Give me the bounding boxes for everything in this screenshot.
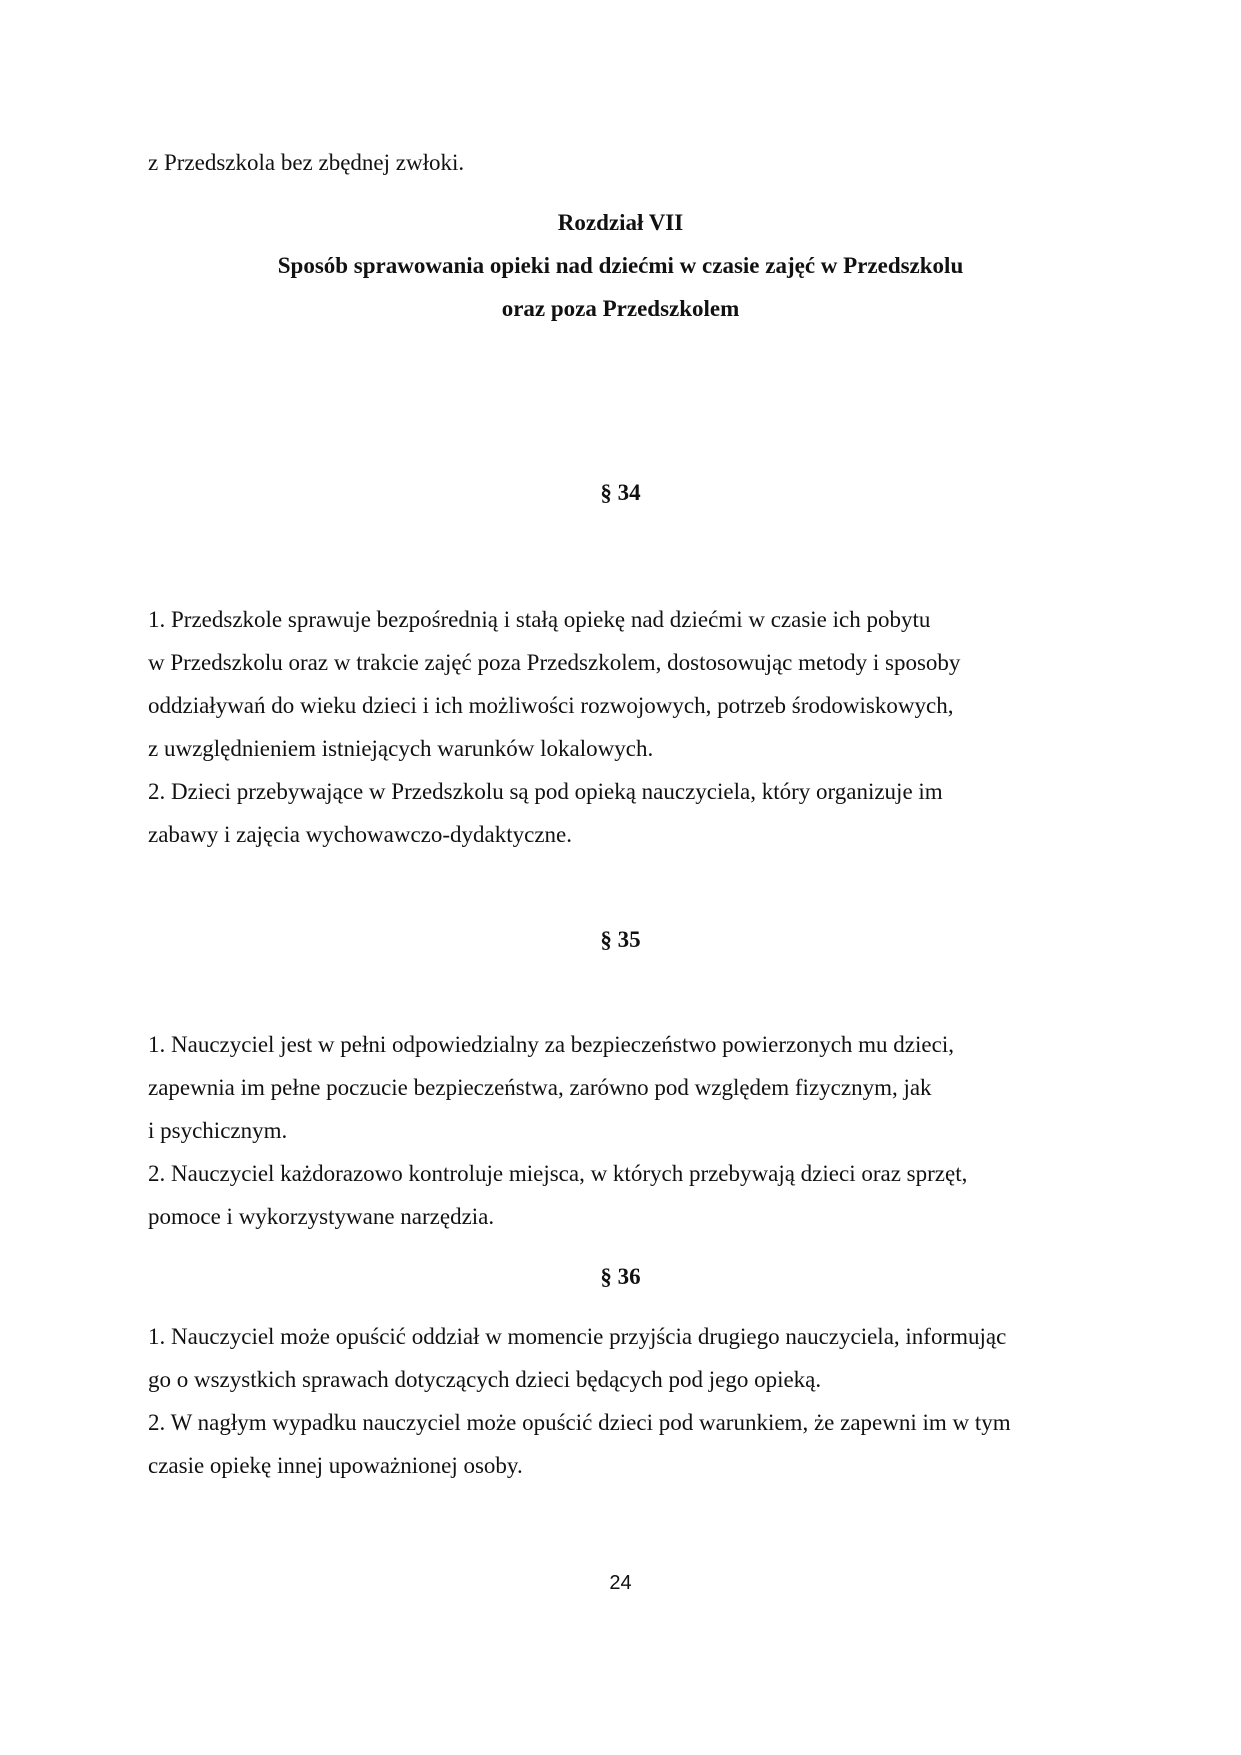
section-34-line: zabawy i zajęcia wychowawczo-dydaktyczne.	[148, 822, 572, 847]
section-35-line: 2. Nauczyciel każdorazowo kontroluje miejsca, w których przebywają dzieci oraz sprzęt,	[148, 1161, 968, 1186]
section-heading-35: § 35	[600, 927, 641, 952]
section-heading-34: § 34	[600, 480, 641, 505]
section-35-line: 1. Nauczyciel jest w pełni odpowiedzialny za bezpieczeństwo powierzonych mu dzieci,	[148, 1032, 954, 1057]
section-34-line: oddziaływań do wieku dzieci i ich możliwości rozwojowych, potrzeb środowiskowych,	[148, 693, 954, 718]
section-36-line: czasie opiekę innej upoważnionej osoby.	[148, 1453, 523, 1478]
section-35-line: i psychicznym.	[148, 1118, 288, 1143]
section-heading-36: § 36	[600, 1264, 641, 1289]
chapter-number: Rozdział VII	[557, 210, 684, 235]
chapter-title-line-2: oraz poza Przedszkolem	[501, 296, 740, 321]
section-34-line: z uwzględnieniem istniejących warunków lokalowych.	[148, 736, 654, 761]
section-34-line: 2. Dzieci przebywające w Przedszkolu są pod opieką nauczyciela, który organizuje im	[148, 779, 943, 804]
intro-line: z Przedszkola bez zbędnej zwłoki.	[148, 150, 465, 175]
section-34-line: w Przedszkolu oraz w trakcie zajęć poza Przedszkolem, dostosowując metody i sposoby	[148, 650, 961, 675]
section-35-line: pomoce i wykorzystywane narzędzia.	[148, 1204, 495, 1229]
chapter-title-line-1: Sposób sprawowania opieki nad dziećmi w czasie zajęć w Przedszkolu	[277, 253, 964, 278]
section-34-line: 1. Przedszkole sprawuje bezpośrednią i stałą opiekę nad dziećmi w czasie ich pobytu	[148, 607, 931, 632]
section-36-line: 1. Nauczyciel może opuścić oddział w momencie przyjścia drugiego nauczyciela, informując	[148, 1324, 1007, 1349]
section-36-line: 2. W nagłym wypadku nauczyciel może opuścić dzieci pod warunkiem, że zapewni im w tym	[148, 1410, 1011, 1435]
page-number: 24	[609, 1572, 632, 1594]
section-36-line: go o wszystkich sprawach dotyczących dzieci będących pod jego opieką.	[148, 1367, 822, 1392]
section-35-line: zapewnia im pełne poczucie bezpieczeństwa, zarówno pod względem fizycznym, jak	[148, 1075, 932, 1100]
